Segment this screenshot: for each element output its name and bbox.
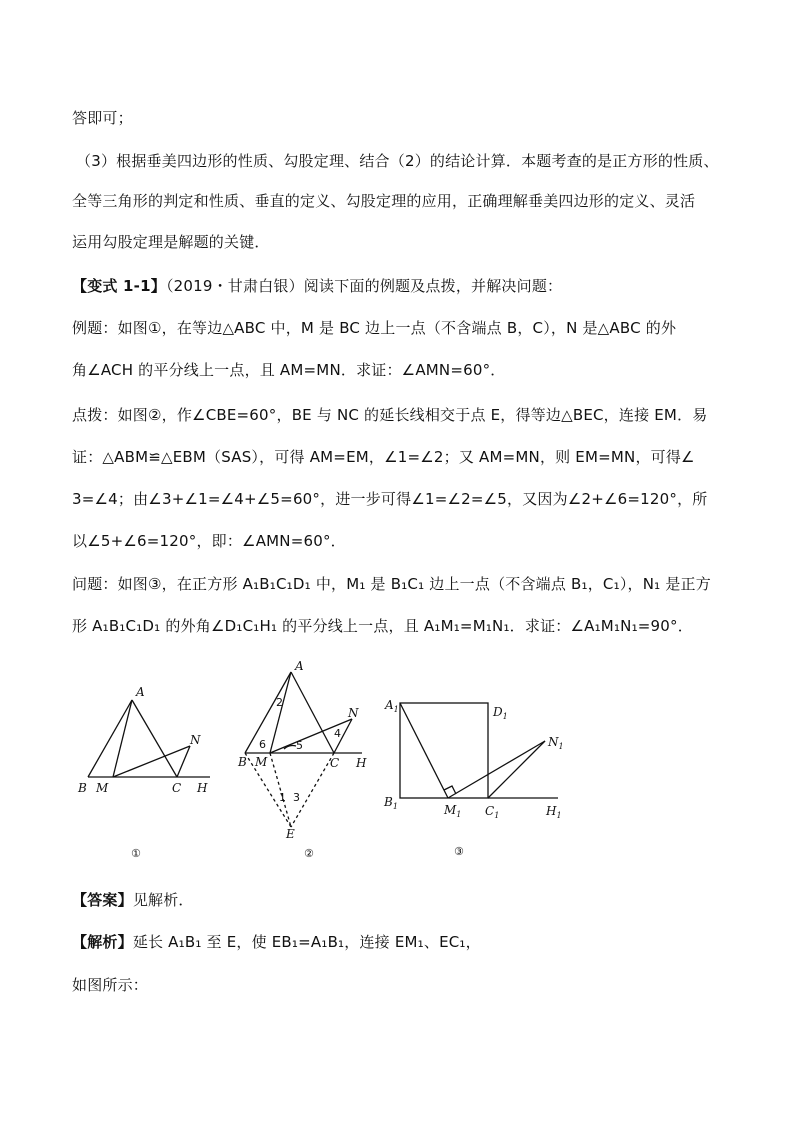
- analysis-text: 延长 A₁B₁ 至 E，使 EB₁=A₁B₁，连接 EM₁、EC₁，: [132, 933, 481, 951]
- answer-line: [72, 890, 194, 910]
- fig1-label-H: H: [197, 781, 208, 795]
- fig2-angle-4: 4: [334, 727, 341, 740]
- fig3-label-M1: $M_1$: [444, 803, 462, 819]
- fig1-caption: ①: [131, 847, 141, 860]
- fig3-segment-A1M1: [400, 703, 448, 798]
- example-line-1: 例题：如图①，在等边△ABC 中，M 是 BC 边上一点（不含端点 B，C），N 是△ABC 的外: [72, 319, 677, 337]
- fig2-angle-6: 6: [259, 738, 266, 751]
- fig2-angle-3: 3: [293, 791, 300, 804]
- text-line-4: 运用勾股定理是解题的关键．: [72, 233, 270, 251]
- fig2-angle-2: 2: [276, 696, 283, 709]
- fig2-label-A: A: [295, 659, 304, 673]
- analysis-tag: 【解析】: [72, 933, 133, 951]
- fig2-segment-AM: [270, 672, 291, 753]
- fig2-label-H: H: [356, 756, 367, 770]
- fig2-segment-EM: [270, 753, 291, 827]
- problem-line-1: 问题：如图③，在正方形 A₁B₁C₁D₁ 中，M₁ 是 B₁C₁ 边上一点（不含端点 B₁，C₁），N₁ 是正方: [72, 575, 711, 593]
- fig1-side-AB: [88, 700, 132, 777]
- fig3-label-N1: $N_1$: [548, 735, 564, 751]
- fig3-square: [400, 703, 488, 798]
- fig2-angle-5: 5: [296, 739, 303, 752]
- fig3-label-H1: $H_1$: [546, 804, 562, 820]
- fig1-label-B: B: [78, 781, 87, 795]
- fig2-caption: ②: [304, 847, 314, 860]
- example-line-2: 角∠ACH 的平分线上一点，且 AM=MN．求证：∠AMN=60°．: [72, 361, 506, 379]
- problem-line-2: 形 A₁B₁C₁D₁ 的外角∠D₁C₁H₁ 的平分线上一点，且 A₁M₁=M₁N₁．求证：∠A₁M₁N₁=90°．: [72, 617, 693, 635]
- text-line-2: （3）根据垂美四边形的性质、勾股定理、结合（2）的结论计算．本题考查的是正方形的性质、: [76, 152, 719, 170]
- fig3-label-C1: $C_1$: [485, 804, 500, 820]
- fig2-label-C: C: [330, 756, 340, 770]
- hint-line-1: 点拨：如图②，作∠CBE=60°，BE 与 NC 的延长线相交于点 E，得等边△BEC，连接 EM．易: [72, 406, 708, 424]
- fig1-label-M: M: [96, 781, 109, 795]
- hint-line-3: 3=∠4；由∠3+∠1=∠4+∠5=60°，进一步可得∠1=∠2=∠5，又因为∠2+∠6=120°，所: [72, 490, 708, 508]
- fig2-segment-CE: [291, 753, 334, 827]
- text-line-1: 答即可；: [72, 109, 133, 127]
- fig2-side-AB: [245, 672, 291, 753]
- fig3-label-D1: $D_1$: [493, 705, 508, 721]
- answer-text: 见解析．: [132, 891, 194, 909]
- text-line-3: 全等三角形的判定和性质、垂直的定义、勾股定理的应用，正确理解垂美四边形的定义、灵活: [72, 192, 696, 210]
- fig3-label-A1: $A_1$: [385, 698, 399, 714]
- figure-3: [400, 703, 558, 798]
- hint-line-4: 以∠5+∠6=120°，即：∠AMN=60°．: [72, 532, 346, 550]
- fig3-caption: ③: [454, 845, 464, 858]
- fig2-segment-BE: [245, 753, 291, 827]
- analysis-line: [72, 932, 481, 952]
- hint-line-2: 证：△ABM≌△EBM（SAS），可得 AM=EM，∠1=∠2；又 AM=MN，则 EM=MN，可得∠: [72, 448, 695, 466]
- fig2-label-N: N: [348, 706, 359, 720]
- fig2-label-M: M: [255, 755, 268, 769]
- answer-tag: 【答案】: [72, 891, 133, 909]
- fig2-label-E: E: [286, 827, 295, 841]
- last-line: 如图所示：: [72, 976, 149, 994]
- fig1-segment-AM: [113, 700, 132, 777]
- fig2-label-B: B: [238, 755, 247, 769]
- fig3-label-B1: $B_1$: [384, 795, 398, 811]
- fig2-angle-1: 1: [279, 791, 286, 804]
- variant-tag: 【变式 1-1】: [72, 277, 166, 295]
- fig1-label-N: N: [190, 733, 201, 747]
- fig1-label-A: A: [136, 685, 145, 699]
- variant-source: （2019・甘肃白银）阅读下面的例题及点拨，并解决问题：: [165, 277, 563, 295]
- fig1-side-AC: [132, 700, 177, 777]
- fig1-label-C: C: [172, 781, 182, 795]
